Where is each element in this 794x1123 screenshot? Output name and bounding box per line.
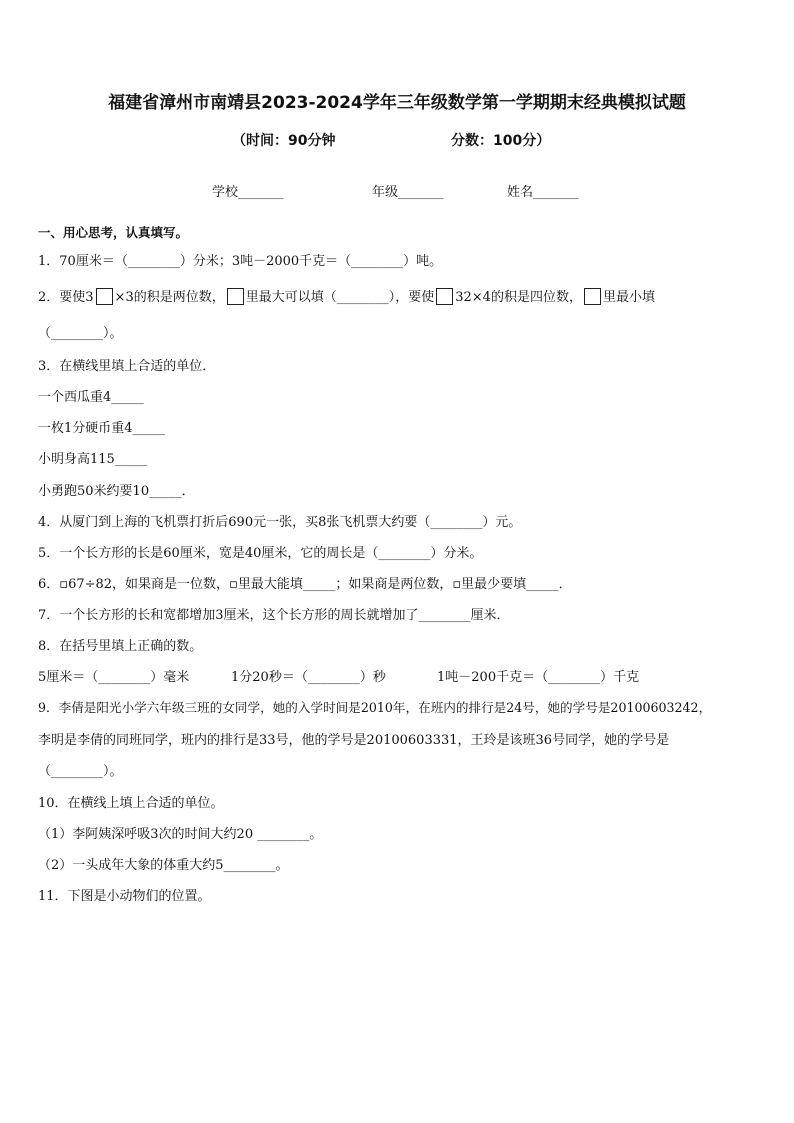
question-8-part-a: 5厘米＝（________）毫米 [38, 670, 190, 685]
question-2 [38, 286, 655, 305]
question-4: 4．从厦门到上海的飞机票打折后690元一张，买8张飞机票大约要（________）元。 [38, 515, 522, 530]
blank-box [436, 288, 453, 305]
question-10-stem: 10．在横线上填上合适的单位。 [38, 796, 224, 811]
question-9-line-2: 李明是李倩的同班同学，班内的排行是33号，他的学号是20100603331，王玲是该班36号同学，她的学号是 [38, 733, 670, 748]
blank-box [227, 288, 244, 305]
section-heading: 一、用心思考，认真填写。 [38, 225, 189, 240]
exam-score: 分数：100分） [451, 133, 551, 149]
question-10-line-2: （2）一头成年大象的体重大约5________。 [38, 858, 289, 873]
question-11: 11．下图是小动物们的位置。 [38, 889, 211, 904]
question-7: 7．一个长方形的长和宽都增加3厘米，这个长方形的周长就增加了________厘米． [38, 608, 510, 623]
question-3-line-2: 一枚1分硬币重4_____ [38, 421, 166, 436]
q2-part-b: ×3的积是两位数， [114, 290, 225, 305]
q2-part-d: 32×4的积是四位数， [455, 290, 582, 305]
question-9-line-1: 9．李倩是阳光小学六年级三班的女同学，她的入学时间是2010年，在班内的排行是24号，她的学号是20100603242， [38, 700, 712, 715]
question-3-line-4: 小勇跑50米约要10_____． [38, 484, 195, 499]
question-3-line-3: 小明身高115_____ [38, 452, 148, 467]
question-10-line-1: （1）李阿姨深呼吸3次的时间大约20 ________。 [38, 827, 323, 842]
q2-part-e: 里最小填 [602, 290, 655, 305]
q2-part-a: 2．要使3 [38, 290, 94, 305]
exam-title: 福建省漳州市南靖县2023-2024学年三年级数学第一学期期末经典模拟试题 [108, 93, 686, 113]
question-8-part-b: 1分20秒＝（________）秒 [231, 670, 386, 685]
exam-time: （时间：90分钟 [232, 133, 336, 149]
grade-field: 年级_______ [372, 185, 444, 200]
question-9-line-3: （________）。 [38, 764, 123, 779]
name-field: 姓名_______ [507, 185, 579, 200]
question-3-line-1: 一个西瓜重4_____ [38, 390, 144, 405]
question-8-part-c: 1吨－200千克＝（________）千克 [437, 670, 640, 685]
question-2-answer: （________）。 [38, 326, 123, 341]
question-6: 6．▫67÷82，如果商是一位数，▫里最大能填_____；如果商是两位数，▫里最少要填_____． [38, 577, 572, 592]
q2-part-c: 里最大可以填（________），要使 [245, 290, 435, 305]
question-3-stem: 3．在横线里填上合适的单位． [38, 359, 216, 374]
question-5: 5．一个长方形的长是60厘米，宽是40厘米，它的周长是（________）分米。 [38, 546, 483, 561]
question-8-stem: 8．在括号里填上正确的数。 [38, 639, 203, 654]
school-field: 学校_______ [212, 185, 284, 200]
blank-box [96, 288, 113, 305]
question-1: 1．70厘米＝（________）分米；3吨－2000千克＝（________）吨。 [38, 254, 443, 269]
blank-box [584, 288, 601, 305]
